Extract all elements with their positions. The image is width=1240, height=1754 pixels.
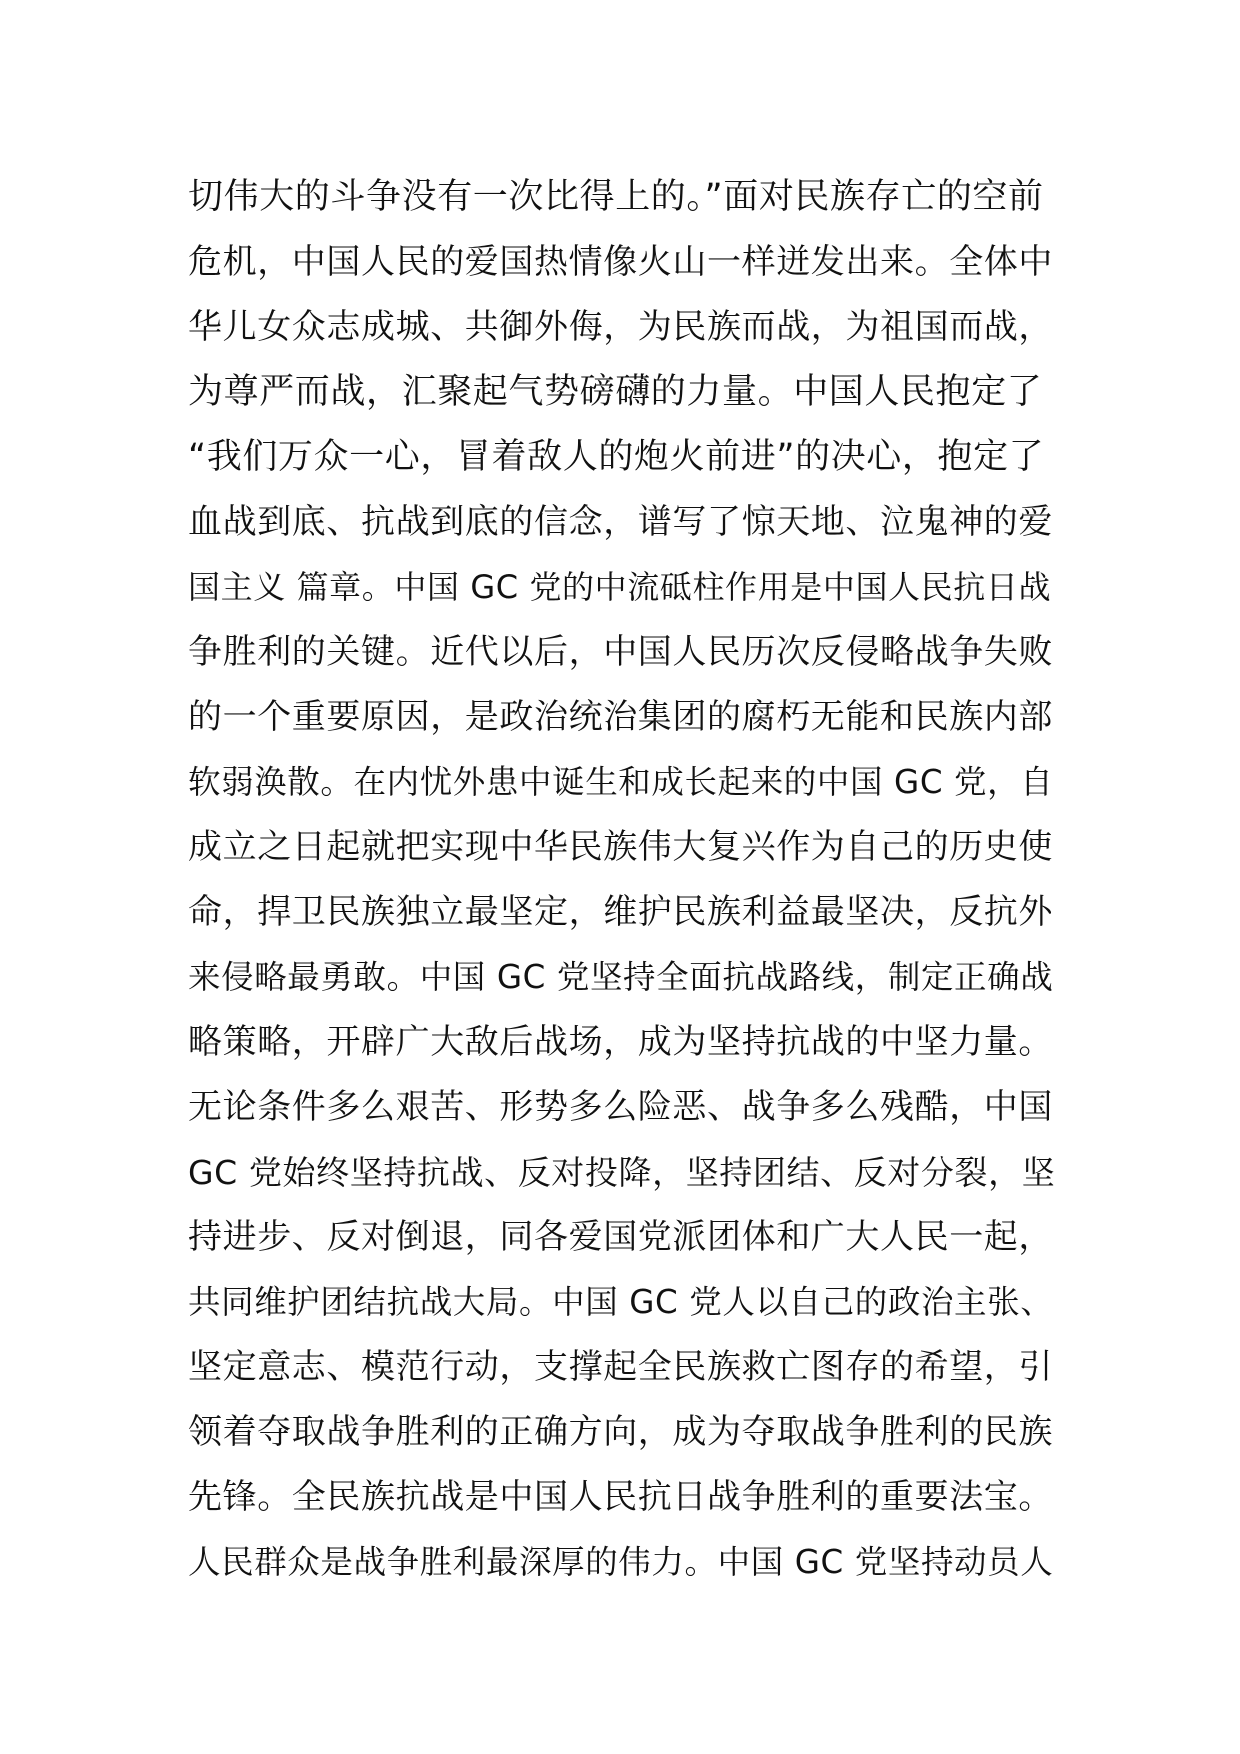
- text-line: 成立之日起就把实现中华民族伟大复兴作为自己的历史使: [188, 827, 1053, 867]
- text-line: GC 党始终坚持抗战、反对投降，坚持团结、反对分裂，坚: [188, 1153, 1056, 1192]
- text-line: “我们万众一心，冒着敌人的炮火前进”的决心，抱定了: [188, 437, 1045, 477]
- text-line: 持进步、反对倒退，同各爱国党派团体和广大人民一起，: [188, 1217, 1053, 1257]
- text-line: 先锋。全民族抗战是中国人民抗日战争胜利的重要法宝。: [188, 1477, 1053, 1517]
- text-line: 略策略，开辟广大敌后战场，成为坚持抗战的中坚力量。: [188, 1022, 1053, 1062]
- text-line: 的一个重要原因，是政治统治集团的腐朽无能和民族内部: [188, 697, 1053, 737]
- text-line: 领着夺取战争胜利的正确方向，成为夺取战争胜利的民族: [188, 1412, 1053, 1452]
- text-line: 坚定意志、模范行动，支撑起全民族救亡图存的希望，引: [188, 1347, 1053, 1387]
- text-line: 血战到底、抗战到底的信念，谱写了惊天地、泣鬼神的爱: [188, 502, 1053, 542]
- text-line: 人民群众是战争胜利最深厚的伟力。中国 GC 党坚持动员人: [188, 1543, 1054, 1581]
- text-line: 为尊严而战，汇聚起气势磅礴的力量。中国人民抱定了: [188, 372, 1043, 412]
- text-line: 国主义 篇章。中国 GC 党的中流砥柱作用是中国人民抗日战: [188, 568, 1052, 606]
- text-line: 无论条件多么艰苦、形势多么险恶、战争多么残酷，中国: [188, 1087, 1053, 1127]
- text-line: 来侵略最勇敢。中国 GC 党坚持全面抗战路线，制定正确战: [188, 958, 1054, 996]
- text-line: 争胜利的关键。近代以后，中国人民历次反侵略战争失败: [188, 632, 1053, 672]
- text-line: 共同维护团结抗战大局。中国 GC 党人以自己的政治主张、: [188, 1283, 1054, 1321]
- body-text: [188, 165, 1058, 1595]
- text-line: 切伟大的斗争没有一次比得上的。”面对民族存亡的空前: [188, 177, 1044, 217]
- text-line: 华儿女众志成城、共御外侮，为民族而战，为祖国而战，: [188, 307, 1053, 347]
- text-line: 危机，中国人民的爱国热情像火山一样迸发出来。全体中: [188, 242, 1053, 282]
- text-line: 命，捍卫民族独立最坚定，维护民族利益最坚决，反抗外: [188, 892, 1053, 932]
- text-line: 软弱涣散。在内忧外患中诞生和成长起来的中国 GC 党，自: [188, 763, 1054, 801]
